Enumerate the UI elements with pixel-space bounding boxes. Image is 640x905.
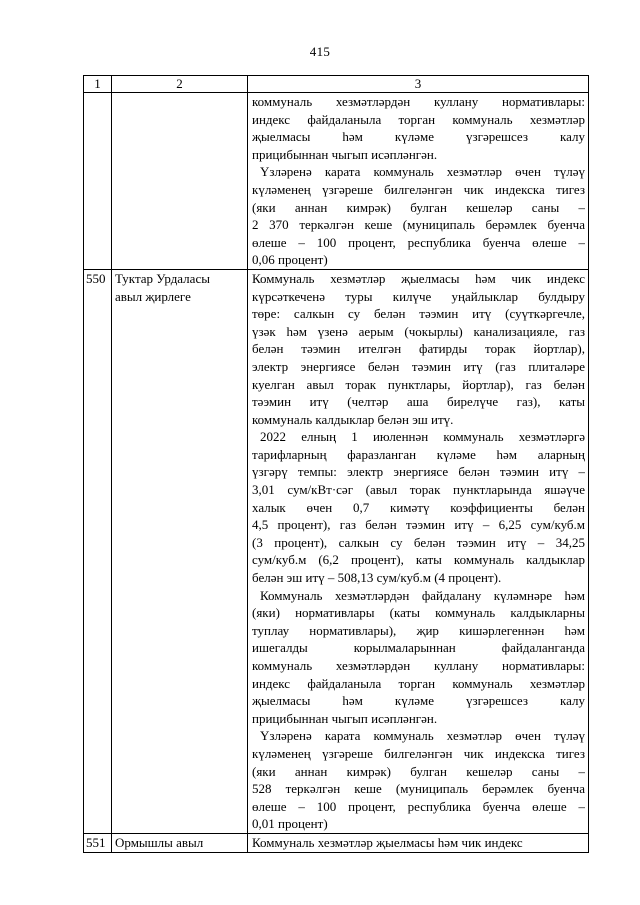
text-line: җыелмасы һәм күләме үзгәрешсез калу [252, 129, 585, 145]
settlement-name-line: Ормышлы авыл [115, 834, 204, 850]
description-paragraph [252, 587, 585, 728]
table-row [84, 93, 589, 270]
header-col-3: 3 [248, 76, 589, 93]
settlement-name-line: авыл җирлеге [115, 288, 191, 304]
text-line: ишегалды корылмаларыннан файдаланганда [252, 640, 585, 656]
text-line: (3 процент), салкын су белән тәэмин итү – 34,25 [252, 534, 585, 550]
text-line: (яки аннан кимрәк) булган кешеләр саны – [252, 763, 585, 779]
text-line: халык өчен 0,7 кимәтү коэффициенты белән [252, 499, 585, 515]
description-paragraph [252, 93, 585, 163]
text-line: коммуналь хезмәтләрдән куллану нормативлары: [252, 94, 585, 109]
text-line: (яки) нормативлары (каты коммуналь калдыкларны [252, 605, 585, 621]
header-col-1: 1 [84, 76, 112, 93]
text-line: туплау нормативлары), җир кишәрлегеннән һәм [252, 622, 585, 638]
text-line: прицибыннан чыгып исәпләнгән. [252, 710, 438, 726]
text-line: өлеше – 100 процент, республика буенча өлеше – [252, 798, 585, 814]
row-number: 550 [84, 269, 112, 833]
description-paragraph [252, 834, 585, 852]
text-line: коммуналь калдыклар белән эш итү. [252, 411, 454, 427]
table-header-row [84, 76, 589, 93]
text-line: белән тәэмин ителгән фатирды торак йортлар), [252, 341, 585, 357]
text-line: тәэмин итү (челтәр аша бирелүче газ), каты [252, 394, 585, 410]
description-cell [248, 269, 589, 833]
text-line: Үзләренә карата коммуналь хезмәтләр өчен түләү [260, 728, 585, 744]
description-paragraph [252, 270, 585, 428]
text-line: үзәк һәм үзенә аерым (чокырлы) канализацияле, газ [252, 323, 585, 339]
text-line: 528 теркәлгән кеше (муниципаль берәмлек буенча [252, 781, 585, 797]
page-number: 415 [309, 44, 331, 59]
table-row [84, 833, 589, 852]
description-paragraph [252, 163, 585, 269]
text-line: Коммуналь хезмәтләр җыелмасы һәм чик индекс [252, 834, 523, 850]
text-line: үзгәрү темпы: электр энергиясе белән тәэмин итү – [252, 464, 585, 480]
description-cell [248, 93, 589, 270]
text-line: куелган авыл торак пунктлары, йортлар), газ белән [252, 376, 585, 392]
row-number: 551 [84, 833, 112, 852]
row-number [84, 93, 112, 270]
document-table [83, 75, 589, 853]
text-line: күләменең үзгәреше билгеләнгән чик индекска тигез [252, 745, 585, 761]
text-line: 2022 елның 1 июленнән коммуналь хезмәтләргә [260, 429, 585, 445]
text-line: төре: салкын су белән тәэмин итү (суүткәргечле, [252, 306, 585, 322]
settlement-name [112, 269, 248, 833]
text-line: 4,5 процент), газ белән тәэмин итү – 6,25 сум/куб.м [252, 517, 585, 533]
text-line: 0,01 процент) [252, 816, 328, 832]
text-line: күрсәткеченә туры килүче уңайлыклар булдыру [252, 288, 585, 304]
text-line: күләменең үзгәреше билгеләнгән чик индекска тигез [252, 181, 585, 197]
text-line: җыелмасы һәм күләме үзгәрешсез калу [252, 693, 585, 709]
text-line: өлеше – 100 процент, республика буенча өлеше – [252, 234, 585, 250]
text-line: (яки аннан кимрәк) булган кешеләр саны – [252, 199, 585, 215]
text-line: Коммуналь хезмәтләр җыелмасы һәм чик индекс [252, 270, 585, 286]
text-line: 0,06 процент) [252, 252, 328, 268]
text-line: индекс файдаланыла торган коммуналь хезмәтләр [252, 675, 585, 691]
settlement-name [112, 93, 248, 270]
settlement-name-line: Туктар Урдаласы [115, 270, 210, 286]
text-line: прицибыннан чыгып исәпләнгән. [252, 146, 438, 162]
text-line: сум/куб.м (6,2 процент), каты коммуналь калдыклар [252, 552, 585, 568]
description-paragraph [252, 428, 585, 586]
text-line: белән эш итү – 508,13 сум/куб.м (4 процент). [252, 570, 502, 586]
text-line: коммуналь хезмәтләрдән куллану нормативлары: [252, 658, 585, 673]
description-paragraph [252, 727, 585, 833]
description-cell [248, 833, 589, 852]
header-col-2: 2 [112, 76, 248, 93]
text-line: электр энергиясе белән тәэмин итү (газ плиталәре [252, 358, 585, 374]
table-row [84, 269, 589, 833]
text-line: тарифларның фаразланган күләме һәм аларның [252, 446, 585, 462]
text-line: Коммуналь хезмәтләрдән файдалану күләмнәре һәм [260, 587, 585, 603]
text-line: 2 370 теркәлгән кеше (муниципаль берәмлек буенча [252, 217, 585, 233]
text-line: 3,01 сум/кВт·сәг (авыл торак пунктларында яшәүче [252, 482, 585, 498]
text-line: Үзләренә карата коммуналь хезмәтләр өчен түләү [260, 164, 585, 180]
settlement-name [112, 833, 248, 852]
text-line: индекс файдаланыла торган коммуналь хезмәтләр [252, 111, 585, 127]
